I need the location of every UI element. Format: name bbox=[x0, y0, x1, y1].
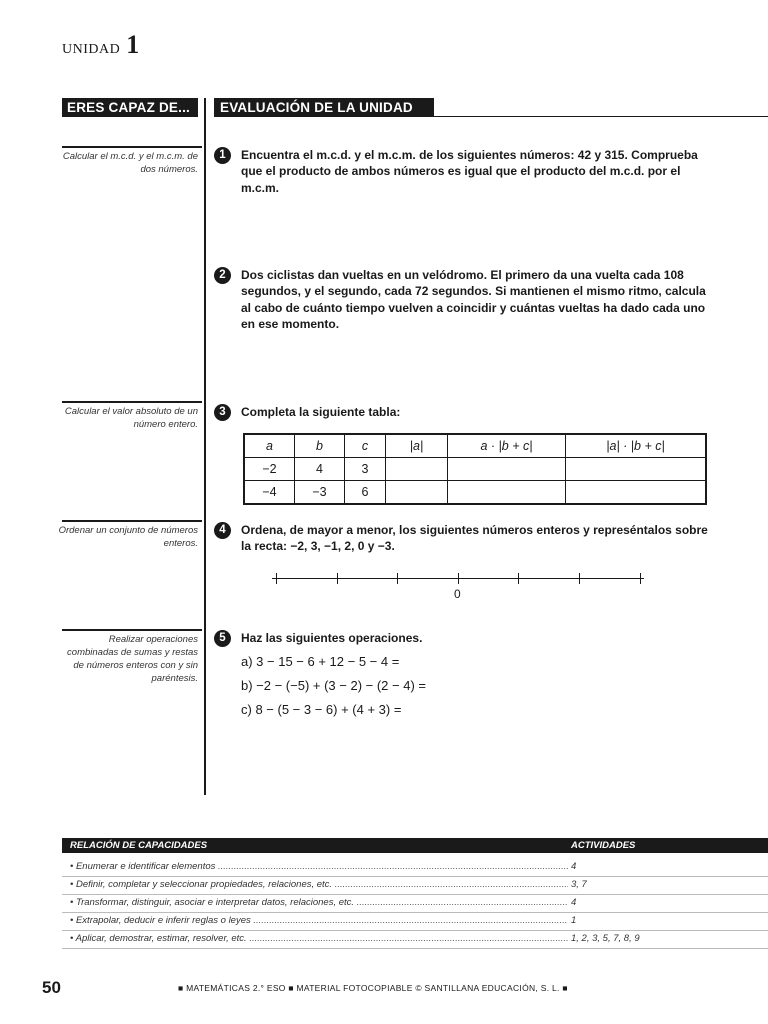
capacidad-label: • Aplicar, demostrar, estimar, resolver, etc. ..... bbox=[70, 930, 568, 948]
table-cell-blank[interactable] bbox=[448, 458, 566, 481]
number-line-tick bbox=[458, 573, 459, 584]
table-cell-blank[interactable] bbox=[448, 481, 566, 505]
unit-word: UNIDAD bbox=[62, 42, 121, 57]
table-cell: −4 bbox=[244, 481, 295, 505]
operation-c: c) 8 − (5 − 3 − 6) + (4 + 3) = bbox=[241, 702, 402, 717]
capacidad-activities: 4 bbox=[571, 897, 577, 908]
capacidades-header-right: ACTIVIDADES bbox=[571, 840, 636, 851]
side-note-mcd: Calcular el m.c.d. y el m.c.m. de dos números. bbox=[62, 151, 198, 175]
capacidad-activities: 3, 7 bbox=[571, 879, 587, 890]
side-divider bbox=[62, 401, 202, 403]
capacidades-row bbox=[62, 858, 768, 877]
table-cell: 6 bbox=[345, 481, 386, 505]
number-line-tick bbox=[397, 573, 398, 584]
side-note-ordenar: Ordenar un conjunto de números enteros. bbox=[58, 525, 198, 549]
section-eres-capaz: ERES CAPAZ DE... bbox=[62, 98, 198, 117]
table-cell: 3 bbox=[345, 458, 386, 481]
question-4-text: Ordena, de mayor a menor, los siguientes números enteros y represéntalos sobre la recta: −2, 3, −1, 2, 0 y −3. bbox=[241, 523, 708, 554]
table-cell-blank[interactable] bbox=[386, 481, 448, 505]
table-header-cell: |a| bbox=[386, 434, 448, 458]
question-3-text: Completa la siguiente tabla: bbox=[241, 405, 401, 419]
capacidades-row bbox=[62, 876, 768, 895]
capacidades-row bbox=[62, 912, 768, 931]
table-header-cell: a · |b + c| bbox=[448, 434, 566, 458]
capacidad-label: • Enumerar e identificar elementos ..... bbox=[70, 858, 568, 876]
question-2-text: Dos ciclistas dan vueltas en un velódromo. El primero da una vuelta cada 108 segundos, y el segundo, cada 72 segundos. Si mantienen el mismo ritmo, calcula al cabo de cuánto tiempo vuelven a coincidir y cuántas vueltas ha dado cada uno en ese momento. bbox=[241, 268, 706, 331]
table-header-cell: |a| · |b + c| bbox=[566, 434, 707, 458]
unit-number: 1 bbox=[126, 30, 140, 59]
section-evaluacion: EVALUACIÓN DE LA UNIDAD bbox=[214, 98, 434, 117]
capacidad-label: • Extrapolar, deducir e inferir reglas o leyes ..... bbox=[70, 912, 568, 930]
number-line-tick bbox=[640, 573, 641, 584]
number-line-tick bbox=[337, 573, 338, 584]
table-header-cell: b bbox=[295, 434, 345, 458]
values-table bbox=[243, 433, 707, 505]
capacidades-header bbox=[62, 838, 768, 853]
table-header-row bbox=[244, 434, 706, 458]
capacidad-activities: 4 bbox=[571, 861, 577, 872]
capacidades-row bbox=[62, 894, 768, 913]
question-number-badge: 2 bbox=[214, 267, 231, 284]
capacidad-activities: 1, 2, 3, 5, 7, 8, 9 bbox=[571, 933, 640, 944]
number-line-tick bbox=[579, 573, 580, 584]
table-row bbox=[244, 458, 706, 481]
unit-header bbox=[62, 30, 139, 60]
table-cell-blank[interactable] bbox=[566, 458, 707, 481]
side-divider bbox=[62, 520, 202, 522]
table-cell-blank[interactable] bbox=[566, 481, 707, 505]
capacidad-activities: 1 bbox=[571, 915, 577, 926]
column-divider bbox=[204, 98, 206, 795]
table-row bbox=[244, 481, 706, 505]
table-header-cell: c bbox=[345, 434, 386, 458]
capacidad-label: • Definir, completar y seleccionar propiedades, relaciones, etc. ..... bbox=[70, 876, 568, 894]
side-note-operaciones: Realizar operaciones combinadas de sumas y restas de números enteros con y sin paréntesis. bbox=[67, 634, 198, 684]
question-5-text: Haz las siguientes operaciones. bbox=[241, 631, 423, 645]
footer-text: ■ MATEMÁTICAS 2.° ESO ■ MATERIAL FOTOCOPIABLE © SANTILLANA EDUCACIÓN, S. L. ■ bbox=[178, 983, 568, 993]
table-header-cell: a bbox=[244, 434, 295, 458]
question-number-badge: 1 bbox=[214, 147, 231, 164]
table-cell: −3 bbox=[295, 481, 345, 505]
section-underline bbox=[434, 116, 768, 117]
side-divider bbox=[62, 146, 202, 148]
question-number-badge: 3 bbox=[214, 404, 231, 421]
number-line-tick bbox=[518, 573, 519, 584]
capacidades-header-left: RELACIÓN DE CAPACIDADES bbox=[70, 840, 208, 851]
capacidades-row bbox=[62, 930, 768, 949]
number-line-zero-label: 0 bbox=[454, 587, 461, 601]
side-divider bbox=[62, 629, 202, 631]
question-1-text: Encuentra el m.c.d. y el m.c.m. de los siguientes números: 42 y 315. Comprueba que el producto de ambos números es igual que el producto del m.c.d. por el m.c.m. bbox=[241, 148, 698, 195]
side-note-valor-absoluto: Calcular el valor absoluto de un número entero. bbox=[64, 406, 198, 430]
operation-b: b) −2 − (−5) + (3 − 2) − (2 − 4) = bbox=[241, 678, 426, 693]
table-cell: 4 bbox=[295, 458, 345, 481]
question-number-badge: 5 bbox=[214, 630, 231, 647]
table-cell: −2 bbox=[244, 458, 295, 481]
number-line-tick bbox=[276, 573, 277, 584]
question-number-badge: 4 bbox=[214, 522, 231, 539]
table-cell-blank[interactable] bbox=[386, 458, 448, 481]
page-number: 50 bbox=[42, 978, 61, 997]
operation-a: a) 3 − 15 − 6 + 12 − 5 − 4 = bbox=[241, 654, 400, 669]
capacidad-label: • Transformar, distinguir, asociar e interpretar datos, relaciones, etc. ..... bbox=[70, 894, 568, 912]
